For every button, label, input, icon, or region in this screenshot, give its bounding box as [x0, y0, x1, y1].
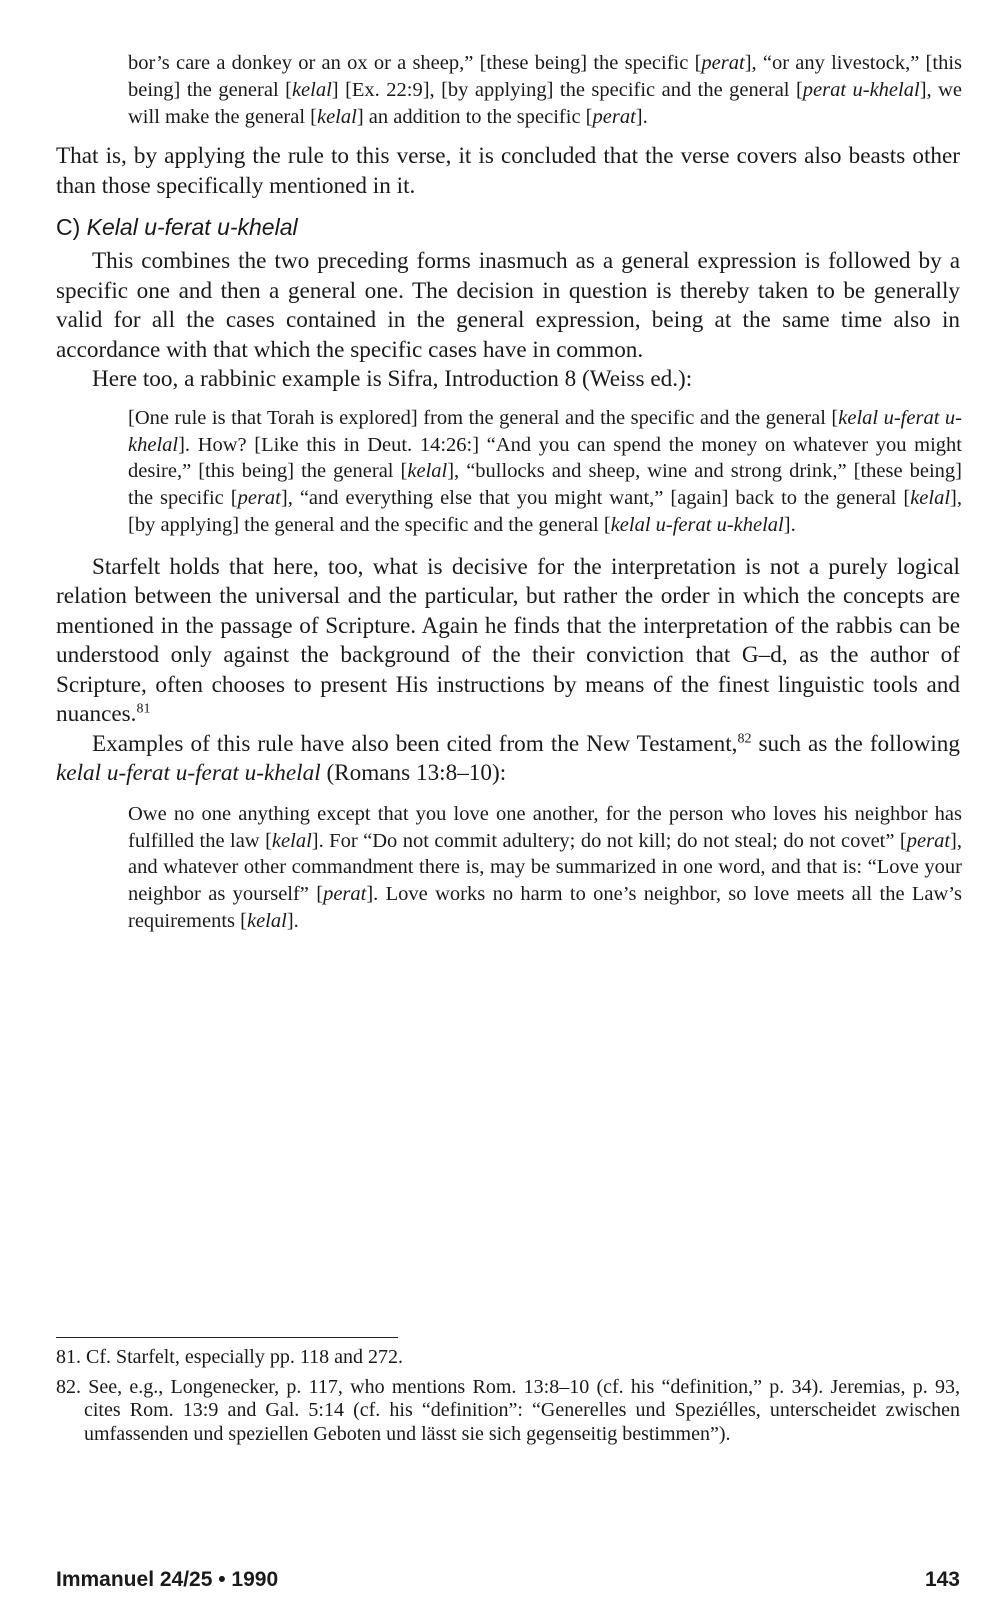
italic-term: perat u-khelal — [802, 78, 920, 101]
footnote-82: 82. See, e.g., Longenecker, p. 117, who mentions Rom. 13:8–10 (cf. his “definition,” p. 34). Jeremias, p. 93, cites Rom. 13:9 and Gal. 5:14 (cf. his “definition”: “Generelles und Speziélles, unterscheidet zwischen umfassenden und speziellen Geboten und lässt sie sich gegenseitig bestimmen”). — [56, 1375, 960, 1445]
italic-term: perat — [592, 105, 636, 128]
italic-term: perat — [323, 883, 367, 906]
journal-citation: Immanuel 24/25 • 1990 — [56, 1568, 279, 1591]
section-heading-term: Kelal u-ferat u-khelal — [86, 214, 298, 241]
footnote-reference[interactable]: 82 — [737, 731, 752, 747]
footnote-divider — [56, 1337, 398, 1338]
footnotes — [56, 1346, 960, 1452]
italic-term: kelal — [246, 910, 287, 933]
italic-term: kelal — [910, 487, 951, 510]
paragraph-new-testament: Examples of this rule have also been cited from the New Testament,$^{82}$ such as the following kelal u-ferat u-ferat u-khelal (Romans 13:8–10): — [56, 730, 960, 787]
footnote-81: 81. Cf. Starfelt, especially pp. 118 and 272. — [56, 1346, 403, 1368]
paragraph-starfelt: Starfelt holds that here, too, what is decisive for the interpretation is not a purely logical relation between the universal and the particular, but rather the order in which the concepts are mentioned in the passage of Scripture. Again he finds that the interpretation of the rabbis can be understood only against the background of the their conviction that G–d, as the author of Scripture, often chooses to present His instructions by means of the finest linguistic tools and nuances.$^{81}$ — [56, 553, 960, 728]
paragraph-conclusion: That is, by applying the rule to this verse, it is concluded that the verse covers also beasts other than those specifically mentioned in it. — [56, 143, 960, 199]
footnote-reference[interactable]: 81 — [136, 701, 151, 717]
paragraph-sifra-intro: Here too, a rabbinic example is Sifra, Introduction 8 (Weiss ed.): — [92, 366, 693, 393]
block-quote-sifra: [One rule is that Torah is explored] from the general and the specific and the general [kelal u-ferat u-khelal]. How? [Like this in Deut. 14:26:] “And you can spend the money on whatever you might desire,” [this being] the general [kelal], “bullocks and sheep, wine and strong drink,” [these being] the specific [perat], “and everything else that you might want,” [again] back to the general [kelal], [by applying] the general and the specific and the general [kelal u-ferat u-khelal]. — [128, 406, 962, 537]
italic-term: kelal u-ferat u-khelal — [610, 514, 784, 537]
page-number: 143 — [924, 1568, 960, 1591]
page-footer — [56, 1568, 960, 1592]
italic-term: kelal — [291, 78, 332, 101]
block-quote-exodus: bor’s care a donkey or an ox or a sheep,” [these being] the specific [perat], “or any livestock,” [this being] the general [kelal] [Ex. 22:9], [by applying] the specific and the general [perat u-khelal], we will make the general [kelal] an addition to the specific [perat]. — [128, 52, 962, 128]
section-heading — [56, 213, 960, 241]
italic-term: perat — [906, 829, 951, 852]
italic-term: kelal — [407, 460, 448, 483]
italic-term: perat — [701, 52, 745, 74]
block-quote-romans: Owe no one anything except that you love one another, for the person who loves his neighbor has fulfilled the law [kelal]. For “Do not commit adultery; do not kill; do not steal; do not covet” [perat], and whatever other commandment there is, may be summarized in one word, and that is: “Love your neighbor as yourself” [perat]. Love works no harm to one’s neighbor, so love meets all the Law’s requirements [kelal]. — [128, 802, 962, 933]
italic-term: kelal — [316, 105, 357, 128]
section-heading-prefix: C) — [56, 214, 81, 241]
italic-term: kelal — [271, 829, 312, 852]
page-body — [56, 50, 960, 935]
italic-term: perat — [237, 487, 281, 510]
italic-term: kelal u-ferat u-khelal — [128, 406, 962, 456]
italic-term: kelal u-ferat u-ferat u-khelal — [56, 760, 321, 787]
paragraph-combines: This combines the two preceding forms inasmuch as a general expression is followed by a specific one and then a general one. The decision in question is thereby taken to be generally valid for all the cases contained in the general expression, being at the same time also in accordance with that which the specific cases have in common. — [56, 248, 960, 363]
